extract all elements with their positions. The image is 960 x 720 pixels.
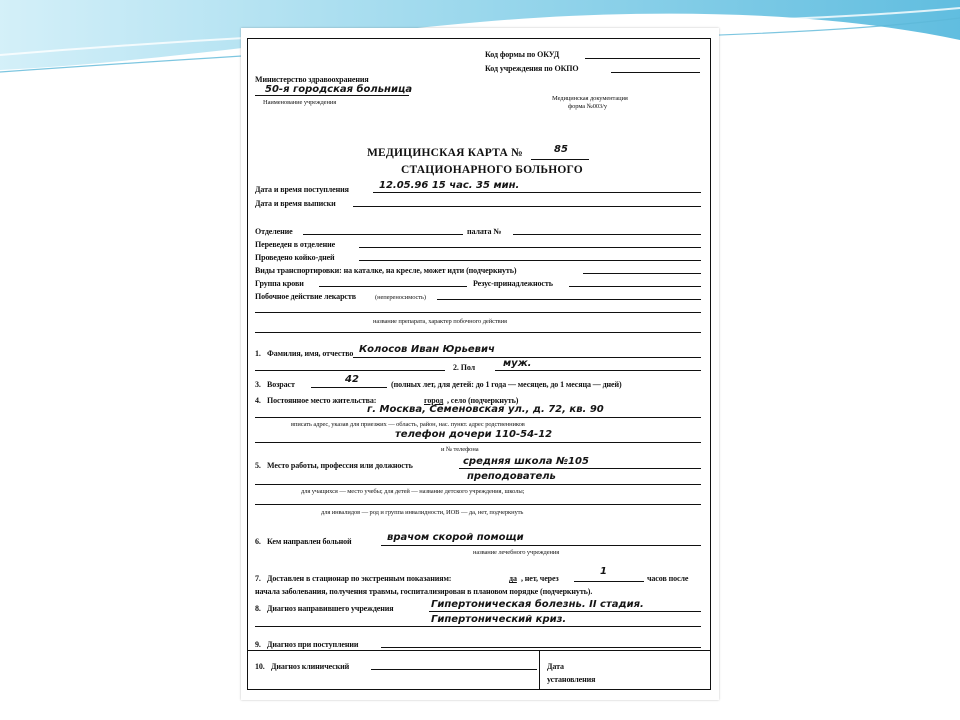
- side-effect-label: Побочное действие лекарств: [255, 292, 356, 301]
- residence-label: Постоянное место жительства:: [267, 396, 377, 405]
- hours-label: часов после: [647, 574, 689, 583]
- hours-line: [574, 581, 644, 582]
- age-label: Возраст: [267, 380, 295, 389]
- item-10-number: 10.: [255, 662, 265, 671]
- work-line: [459, 468, 701, 469]
- diag-ref-line-2: [255, 626, 701, 627]
- item-1-number: 1.: [255, 349, 261, 358]
- referred-value: врачом скорой помощи: [387, 532, 524, 543]
- rhesus-line: [569, 286, 701, 287]
- ward-label: палата №: [467, 227, 502, 236]
- item-3-number: 3.: [255, 380, 261, 389]
- referred-line: [381, 545, 701, 546]
- diag-admission-label: Диагноз при поступлении: [267, 640, 359, 649]
- diag-admission-line: [381, 647, 701, 648]
- admission-label: Дата и время поступления: [255, 185, 349, 194]
- name-line-2: [255, 370, 445, 371]
- address-value: г. Москва, Семеновская ул., д. 72, кв. 90: [367, 404, 604, 415]
- rhesus-label: Резус-принадлежность: [473, 279, 553, 288]
- phone-line: [255, 442, 701, 443]
- work-line-3: [255, 504, 701, 505]
- sex-label: 2. Пол: [453, 363, 476, 372]
- card-number: 85: [554, 144, 568, 155]
- date-label: Дата: [547, 662, 564, 671]
- blood-label: Группа крови: [255, 279, 304, 288]
- bed-days-line: [359, 260, 701, 261]
- transferred-label: Переведен в отделение: [255, 240, 336, 249]
- diag-clinical-line: [371, 669, 537, 670]
- separator-line: [255, 332, 701, 333]
- bed-days-label: Проведено койко-дней: [255, 253, 335, 262]
- hospital-caption: Наименование учреждения: [263, 99, 337, 106]
- phone-caption: и № телефона: [441, 446, 479, 453]
- hours-value: 1: [600, 566, 607, 577]
- disabled-caption: для инвалидов — род и группа инвалидности, ИОВ — да, нет, подчеркнуть: [321, 509, 524, 516]
- diag-ref-value-2: Гипертонический криз.: [431, 614, 567, 625]
- side-effect-line: [437, 299, 701, 300]
- diag-ref-label: Диагноз направившего учреждения: [267, 604, 394, 613]
- blood-line: [319, 286, 467, 287]
- item-6-number: 6.: [255, 537, 261, 546]
- student-caption: для учащихся — место учебы; для детей — название детского учреждения, школы;: [301, 488, 525, 495]
- diag-ref-value: Гипертоническая болезнь. II стадия.: [431, 599, 644, 610]
- diag-clinical-label: Диагноз клинический: [271, 662, 350, 671]
- card-title: МЕДИЦИНСКАЯ КАРТА №: [367, 147, 523, 159]
- okud-label: Код формы по ОКУД: [485, 50, 560, 59]
- discharge-label: Дата и время выписки: [255, 199, 336, 208]
- diag-ref-line: [429, 611, 701, 612]
- transport-label: Виды транспортировки: на каталке, на кресле, может идти (подчеркнуть): [255, 266, 517, 275]
- transferred-line: [359, 247, 701, 248]
- address-line: [255, 417, 701, 418]
- name-value: Колосов Иван Юрьевич: [359, 344, 495, 355]
- okud-line: [585, 58, 700, 59]
- age-value: 42: [345, 374, 359, 385]
- hospital-name: 50-я городская больница: [265, 84, 413, 95]
- okpo-line: [611, 72, 700, 73]
- card-number-line: [531, 159, 589, 160]
- established-label: установления: [547, 675, 596, 684]
- medical-card-document: [241, 28, 719, 700]
- work-line-2: [255, 484, 701, 485]
- address-caption: вписать адрес, указав для приезжих — область, район, нас. пункт. адрес родственников: [291, 421, 525, 428]
- card-subtitle: СТАЦИОНАРНОГО БОЛЬНОГО: [401, 164, 583, 176]
- admission-value: 12.05.96 15 час. 35 мин.: [379, 180, 520, 191]
- residence-hint: , село (подчеркнуть): [447, 396, 519, 405]
- item-8-number: 8.: [255, 604, 261, 613]
- work-label: Место работы, профессия или должность: [267, 461, 413, 470]
- item-9-number: 9.: [255, 640, 261, 649]
- discharge-line: [353, 206, 701, 207]
- ministry-label: Министерство здравоохранения: [255, 75, 369, 84]
- referred-caption: название лечебного учреждения: [473, 549, 560, 556]
- ward-line: [513, 234, 701, 235]
- side-effect-line-2: [255, 312, 701, 313]
- emergency-yes: да: [509, 574, 517, 583]
- age-line: [311, 387, 387, 388]
- name-label: Фамилия, имя, отчество: [267, 349, 354, 358]
- item-7-number: 7.: [255, 574, 261, 583]
- admission-line: [373, 192, 701, 193]
- transport-line: [583, 273, 701, 274]
- department-label: Отделение: [255, 227, 293, 236]
- residence-city: город: [424, 396, 444, 405]
- side-effect-hint: (непереносимость): [375, 294, 426, 301]
- emergency-rest: , нет, через: [521, 574, 559, 583]
- work-value-2: преподователь: [467, 471, 556, 482]
- sex-line: [495, 370, 701, 371]
- sex-value: муж.: [503, 358, 532, 369]
- department-line: [303, 234, 463, 235]
- item-5-number: 5.: [255, 461, 261, 470]
- referred-label: Кем направлен больной: [267, 537, 352, 546]
- emergency-label: Доставлен в стационар по экстренным показаниям:: [267, 574, 452, 583]
- work-value: средняя школа №105: [463, 456, 589, 467]
- drug-caption: название препарата, характер побочного действия: [373, 318, 507, 325]
- okpo-label: Код учреждения по ОКПО: [485, 64, 579, 73]
- item-4-number: 4.: [255, 396, 261, 405]
- hospital-line: [255, 95, 409, 96]
- date-divider: [539, 650, 540, 690]
- form-number: форма №003/у: [568, 103, 607, 110]
- age-note: (полных лет, для детей: до 1 года — месяцев, до 1 месяца — дней): [391, 380, 622, 389]
- phone-value: телефон дочери 110-54-12: [395, 429, 553, 440]
- bottom-section-line: [247, 650, 711, 651]
- doc-caption: Медицинская документация: [552, 95, 628, 102]
- emergency-line-2: начала заболевания, получения травмы, госпитализирован в плановом порядке (подчеркнуть).: [255, 587, 593, 596]
